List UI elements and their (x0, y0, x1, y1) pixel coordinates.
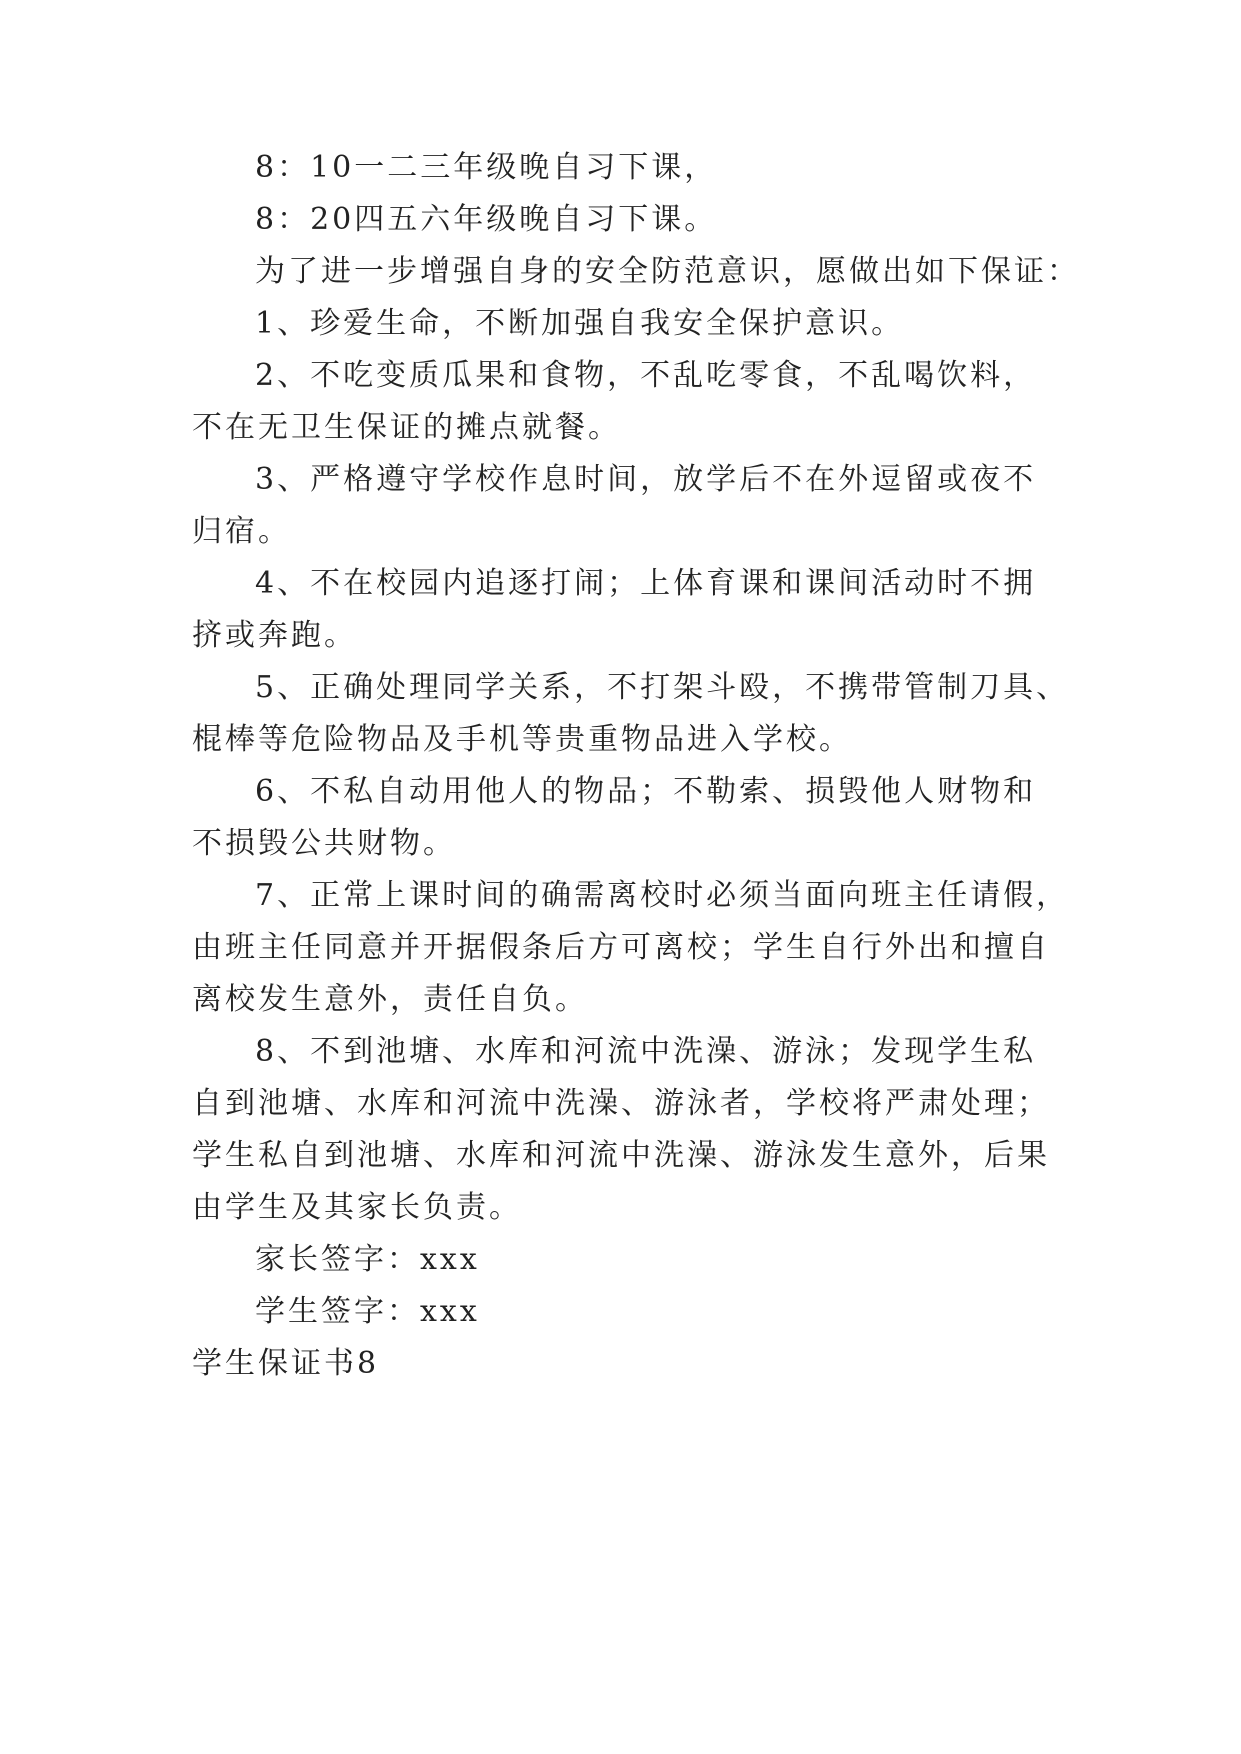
pledge-item-5-cont: 棍棒等危险物品及手机等贵重物品进入学校。 (192, 722, 852, 757)
pledge-item-7-cont-2: 离校发生意外，责任自负。 (192, 982, 588, 1017)
pledge-item-6: 6、不私自动用他人的物品；不勒索、损毁他人财物和 (255, 774, 1037, 809)
pledge-item-3-cont: 归宿。 (192, 514, 291, 549)
student-signature: 学生签字：xxx (255, 1294, 480, 1329)
pledge-item-1: 1、珍爱生命，不断加强自我安全保护意识。 (255, 306, 905, 341)
pledge-item-7: 7、正常上课时间的确需离校时必须当面向班主任请假， (255, 878, 1070, 913)
next-section-title: 学生保证书8 (192, 1346, 380, 1381)
pledge-item-2-cont: 不在无卫生保证的摊点就餐。 (192, 410, 621, 445)
pledge-item-6-cont: 不损毁公共财物。 (192, 826, 456, 861)
parent-signature: 家长签字：xxx (255, 1242, 480, 1277)
pledge-item-2: 2、不吃变质瓜果和食物，不乱吃零食，不乱喝饮料， (255, 358, 1037, 393)
pledge-item-7-cont-1: 由班主任同意并开据假条后方可离校；学生自行外出和擅自 (192, 930, 1050, 965)
pledge-item-5: 5、正确处理同学关系，不打架斗殴，不携带管制刀具、 (255, 670, 1070, 705)
schedule-line-1: 8：10一二三年级晚自习下课， (255, 150, 718, 185)
pledge-item-3: 3、严格遵守学校作息时间，放学后不在外逗留或夜不 (255, 462, 1037, 497)
pledge-item-8-cont-1: 自到池塘、水库和河流中洗澡、游泳者，学校将严肃处理； (192, 1086, 1050, 1121)
pledge-item-8-cont-2: 学生私自到池塘、水库和河流中洗澡、游泳发生意外，后果 (192, 1138, 1050, 1173)
pledge-item-4-cont: 挤或奔跑。 (192, 618, 357, 653)
schedule-line-2: 8：20四五六年级晚自习下课。 (255, 202, 718, 237)
pledge-item-4: 4、不在校园内追逐打闹；上体育课和课间活动时不拥 (255, 566, 1037, 601)
pledge-item-8-cont-3: 由学生及其家长负责。 (192, 1190, 522, 1225)
pledge-item-8: 8、不到池塘、水库和河流中洗澡、游泳；发现学生私 (255, 1034, 1037, 1069)
pledge-intro: 为了进一步增强自身的安全防范意识，愿做出如下保证： (255, 254, 1080, 289)
